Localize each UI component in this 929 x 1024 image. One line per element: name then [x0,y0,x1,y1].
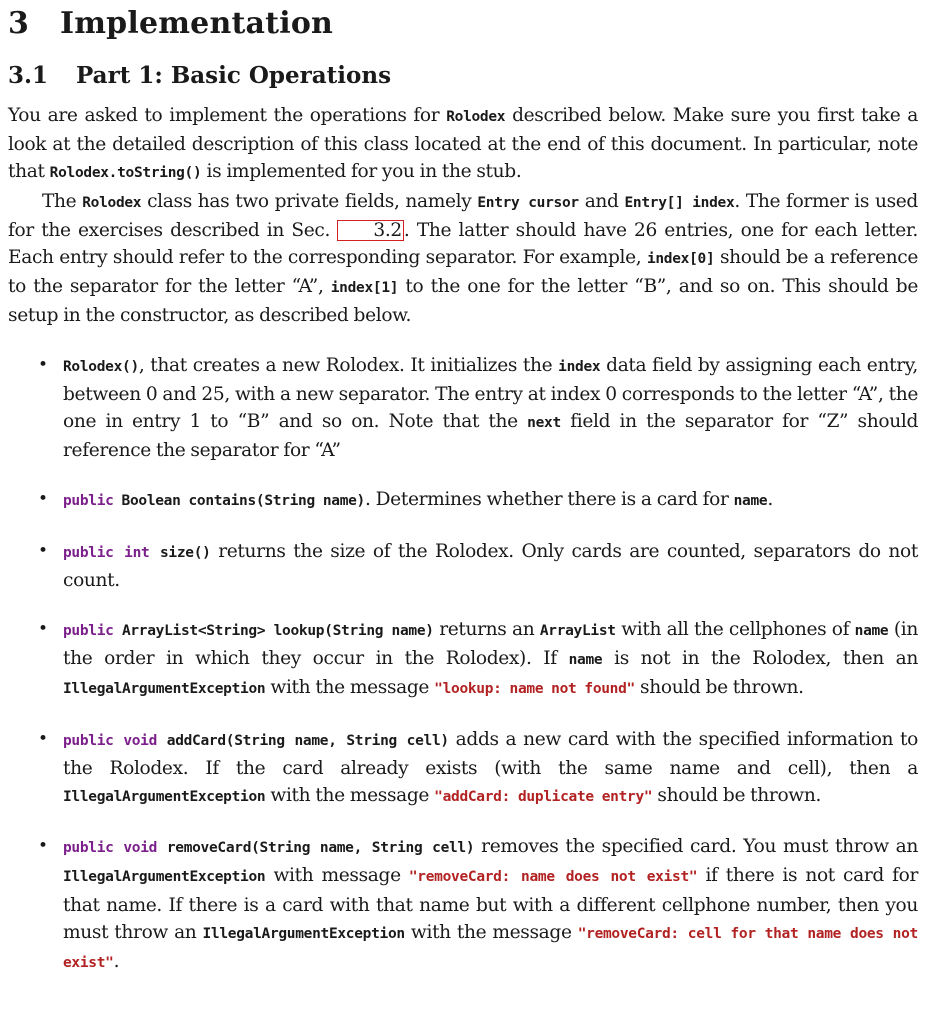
code-size-signature: size() [149,544,211,561]
list-item-addcard [8,726,918,812]
code-name: name [854,623,889,640]
string-addcard-message: "addCard: duplicate entry" [434,789,653,806]
code-contains-signature: Boolean contains(String name) [113,493,365,510]
list-item-text [63,726,918,812]
keyword-int: int [113,544,150,561]
code-constructor: Rolodex() [63,358,139,375]
keyword-void: void [113,840,158,857]
text: should be thrown. [634,677,804,699]
section-ref-link[interactable]: 3.2 [337,220,404,241]
text: . The former is used for the exercises described in Sec. [8,190,918,241]
text: field in the separator for “Z” should reference the separator for “A” [63,411,918,462]
text: with all the cellphones of [615,619,855,641]
text: with message [265,865,409,887]
list-item-text [63,833,918,977]
text: returns an [433,619,540,641]
code-name: name [568,652,603,669]
text: adds a new card with the specified information to the Rolodex. If the card already exists (with the same name and cell), then a [63,728,918,779]
string-removecard-name-message: "removeCard: name does not exist" [408,869,698,886]
code-rolodex: Rolodex [82,194,142,211]
keyword-public: public [63,493,114,510]
code-index-1: index[1] [330,280,399,297]
code-entry-index: Entry[] index [624,194,735,211]
intro-paragraph [8,102,918,188]
text: , that creates a new Rolodex. It initializes the [138,354,559,376]
text: You are asked to implement the operations for [8,105,447,126]
code-index-0: index[0] [646,251,715,268]
code-arraylist: ArrayList [539,623,616,640]
keyword-public: public [63,840,114,857]
subsection-heading [8,60,918,92]
code-exception: IllegalArgumentException [202,925,405,942]
document-page [8,0,918,999]
bullet-icon: • [38,489,49,510]
list-item-text [63,538,918,594]
text: . [113,951,120,973]
subsection-title: Part 1: Basic Operations [76,62,392,89]
keyword-public: public [63,544,114,561]
code-index: index [558,358,601,375]
keyword-void: void [113,732,158,749]
bullet-icon: • [38,836,49,857]
text: with the message [265,785,435,807]
text: removes the specified card. You must throw an [474,836,919,858]
subsection-number: 3.1 [8,62,49,89]
text: class has two private fields, namely [141,190,478,212]
text: The [42,190,83,212]
code-name: name [733,493,768,510]
text: described below. Make sure you first take a look at the detailed description of this class located at the end of this document. In particular, note that [8,105,918,183]
text: . Determines whether there is a card for [365,489,734,511]
text: . [767,489,773,511]
bullet-icon: • [38,619,49,640]
list-item-lookup [8,616,918,704]
text: with the message [265,677,435,699]
list-item-text [63,486,918,515]
text: with the message [404,921,578,943]
text: is not in the Rolodex, then an [602,648,918,670]
text: . The latter should have 26 entries, one for each letter. Each entry should refer to the corresponding separator. For example, [8,219,918,269]
text: returns the size of the Rolodex. Only cards are counted, separators do not count. [63,540,918,591]
bullet-icon: • [38,728,49,749]
keyword-public: public [63,732,114,749]
code-removecard-signature: removeCard(String name, String cell) [157,840,475,857]
text: and [578,190,625,212]
fields-paragraph [8,188,918,330]
list-item-removecard [8,833,918,977]
code-tostring: Rolodex.toString() [49,165,202,182]
operations-list [8,352,918,978]
text: (in the order in which they occur in the Rolodex). If [63,619,918,670]
text: to the one for the letter “B”, and so on. This should be setup in the constructor, as described below. [8,276,918,327]
list-item-text [63,352,918,465]
section-number: 3 [8,6,30,41]
string-lookup-message: "lookup: name not found" [434,681,635,698]
text: should be a reference to the separator for the letter “A”, [8,247,918,298]
text: should be thrown. [652,785,822,807]
code-next: next [527,415,561,432]
code-rolodex: Rolodex [446,109,506,125]
text: data field by assigning each entry, between 0 and 25, with a new separator. The entry at index 0 corresponds to the letter “A”, the one in entry 1 to “B” and so on. Note that the [63,354,918,433]
code-lookup-signature: ArrayList<String> lookup(String name) [113,623,434,640]
code-entry-cursor: Entry cursor [477,194,579,211]
list-item-contains [8,486,918,515]
bullet-icon: • [38,354,49,375]
bullet-icon: • [38,540,49,561]
section-title: Implementation [60,6,334,41]
keyword-public: public [63,623,114,640]
list-item-text [63,616,918,704]
text: is implemented for you in the stub. [201,161,522,183]
code-exception: IllegalArgumentException [63,681,266,698]
list-item-constructor [8,352,918,465]
code-exception: IllegalArgumentException [63,869,266,886]
string-removecard-cell-message: "removeCard: cell for that name does not exist" [63,925,918,972]
code-addcard-signature: addCard(String name, String cell) [157,732,449,749]
text: if there is not card for that name. If there is a card with that name but with a different cellphone number, then you must throw an [63,865,918,943]
section-heading [8,2,918,46]
code-exception: IllegalArgumentException [63,789,266,806]
list-item-size [8,538,918,594]
